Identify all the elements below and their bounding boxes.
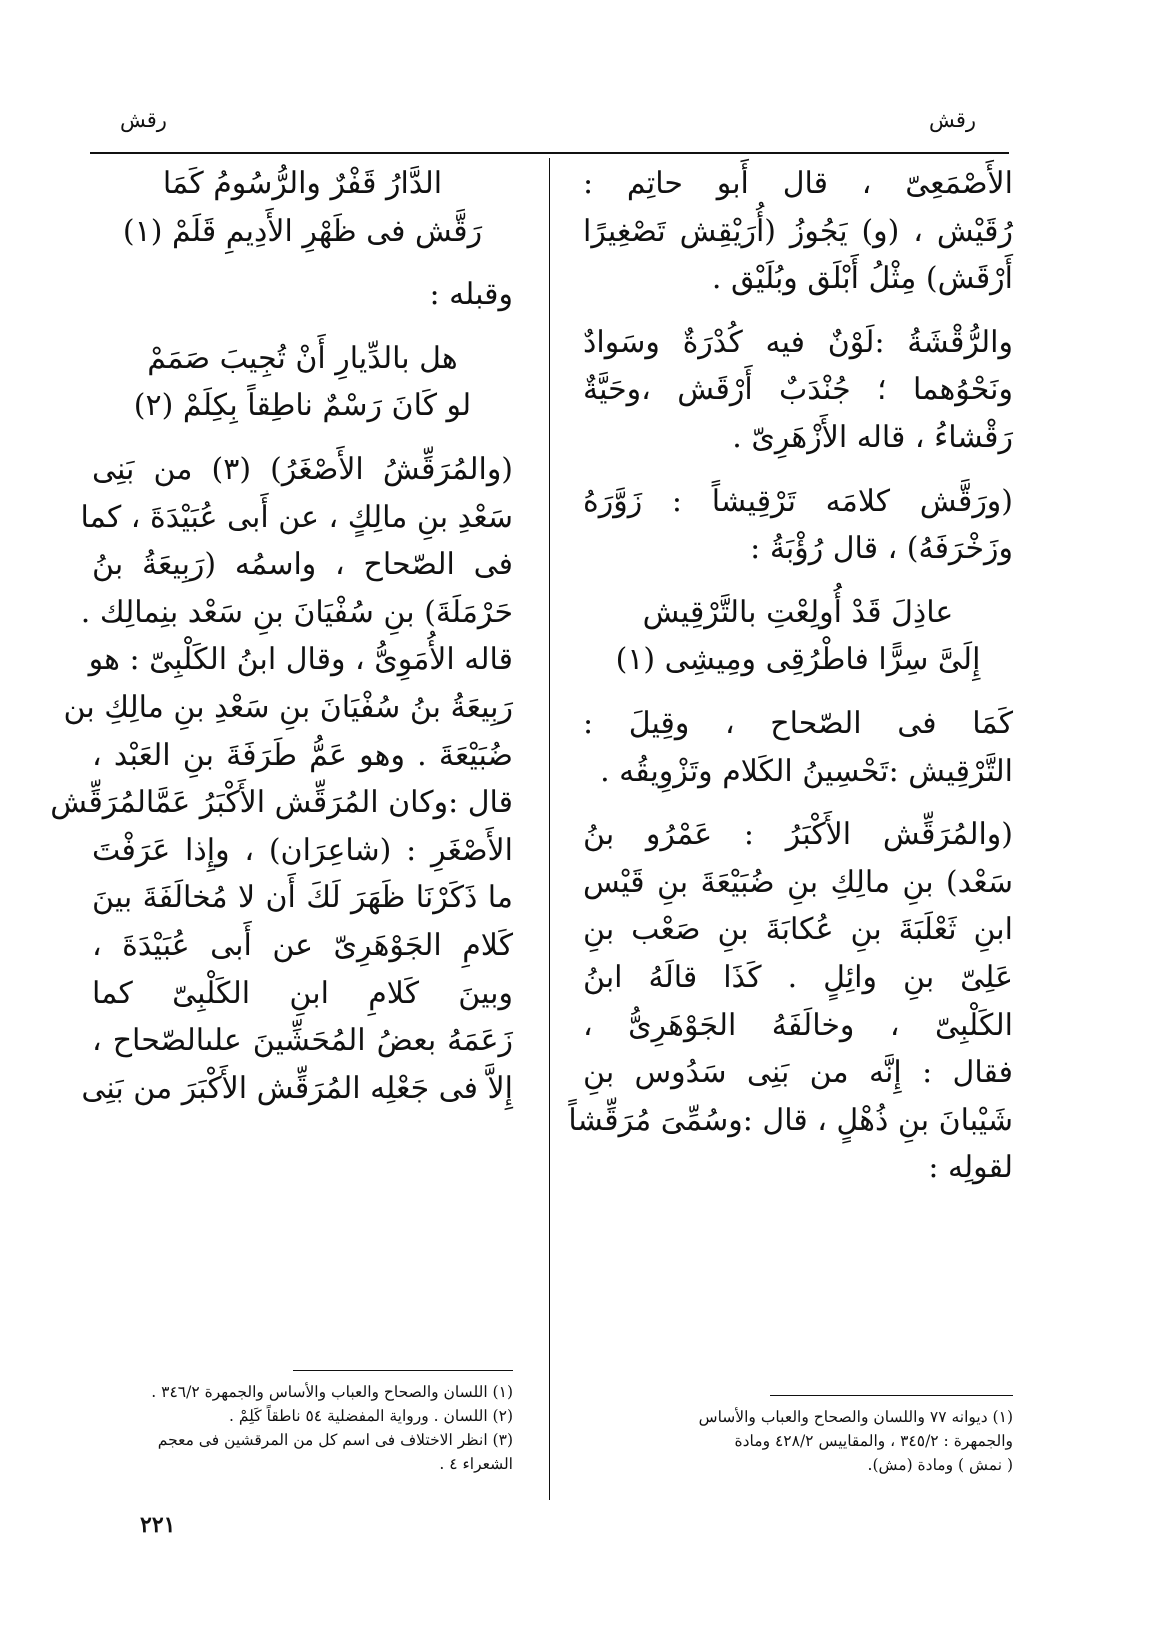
footnotes-left xyxy=(92,1380,513,1476)
text-line: سَعْد) بنِ مالِكِ بنِ ضُبَيْعَةَ بنِ قَيْس xyxy=(583,864,1013,900)
column-divider xyxy=(549,158,550,1500)
text-line: زَعَمَهُ بعضُ المُحَشِّينَ علىالصّحاح ، xyxy=(92,1023,513,1059)
text-line: ضُبَيْعَةَ . وهو عَمُّ طَرَفَةَ بنِ العَبْد ، xyxy=(92,737,513,773)
text-line: شَيْبانَ بنِ ذُهْلٍ ، قال :وسُمِّىَ مُرَقِّشاً xyxy=(568,1102,1013,1138)
text-line: رُقَيْش ، (و) يَجُوزُ (أُرَيْقِش تَصْغِيرًا xyxy=(583,213,1013,249)
text-line: التَّرْقِيش :تَحْسِينُ الكَلام وتَزْوِيقُه . xyxy=(600,753,1013,789)
text-line: (والمُرَقِّشُ الأَصْغَرُ) (٣) من بَنِى xyxy=(92,451,514,487)
footnote-rule-right xyxy=(770,1395,1013,1396)
text-line: رَقْشاءُ ، قاله الأَزْهَرِىّ . xyxy=(732,419,1013,455)
text-line: وقبله : xyxy=(429,277,513,313)
verse-line: عاذِلَ قَدْ أُولِعْتِ بالتَّرْقِيش xyxy=(642,594,954,630)
text-line: قاله الأُمَوِىُّ ، وقال ابنُ الكَلْبِىّ : هو xyxy=(88,642,513,678)
text-line: حَرْمَلَةَ) بنِ سُفْيَانَ بنِ سَعْد بنِمالِك . xyxy=(80,594,513,630)
verse-line: الدَّارُ قَفْرٌ والرُّسُومُ كَمَا xyxy=(162,166,443,201)
verse-line: إِلَىَّ سِرًّا فاطْرُقِى ومِيشِى (١) xyxy=(615,642,981,678)
footnotes-right xyxy=(588,1405,1013,1477)
page-number: ٢٢١ xyxy=(140,1512,176,1538)
text-line: قال :وكان المُرَقِّش الأَكْبَرُ عَمَّالمُرَقِّش xyxy=(50,785,513,821)
text-line: (ورَقَّش كلامَه تَرْقِيشاً : زَوَّرَهُ xyxy=(583,483,1013,519)
text-line: كَلامِ الجَوْهَرِىّ عن أَبى عُبَيْدَةَ ، xyxy=(92,927,513,963)
running-head-left: رقش xyxy=(120,108,167,132)
text-line: الأَصْغَرِ : (شاعِرَان) ، وإِذا عَرَفْتَ xyxy=(92,832,513,868)
footnote-line: (٢) اللسان . ورواية المفضلية ٥٤ ناطقاً كَلِمْ . xyxy=(228,1407,513,1425)
footnote-line: الشعراء ٤ . xyxy=(439,1455,513,1473)
text-line: (والمُرَقِّش الأَكْبَرُ : عَمْرُو بنُ xyxy=(583,817,1013,853)
text-line: الكَلْبِىّ ، وخالَفَهُ الجَوْهَرِىُّ ، xyxy=(583,1007,1013,1043)
header-rule xyxy=(90,152,1009,154)
text-line: فى الصّحاح ، واسمُه (رَبِيعَةُ بنُ xyxy=(92,547,513,583)
footnote-line: (١) اللسان والصحاح والعباب والأساس والجمهرة ٣٤٦/٢ . xyxy=(151,1383,513,1401)
text-line: كَمَا فى الصّحاح ، وقِيلَ : xyxy=(583,705,1013,741)
footnote-line: (١) ديوانه ٧٧ واللسان والصحاح والعباب والأساس xyxy=(698,1408,1013,1426)
running-head-right: رقش xyxy=(929,108,976,132)
text-line: سَعْدِ بنِ مالِكٍ ، عن أَبى عُبَيْدَةَ ، كما xyxy=(80,499,513,535)
text-line: رَبِيعَةُ بنُ سُفْيَانَ بنِ سَعْدِ بنِ مالِكِ بن xyxy=(63,689,513,725)
text-line: فقال : إِنَّه من بَنِى سَدُوس بنِ xyxy=(583,1055,1013,1091)
text-line: وبينَ كَلامِ ابنِ الكَلْبِىّ كما xyxy=(92,975,513,1011)
text-line: ابنِ ثَعْلَبَةَ بنِ عُكابَةَ بنِ صَعْب بنِ xyxy=(583,912,1013,948)
verse-line: لو كَانَ رَسْمٌ ناطِقاً بِكِلَمْ (٢) xyxy=(133,388,472,424)
verse-line: هل بالدِّيارِ أَنْ تُجِيبَ صَمَمْ xyxy=(147,340,458,376)
text-line: الأَصْمَعِىّ ، قال أَبو حاتِم : xyxy=(583,166,1013,201)
text-line: لقولِه : xyxy=(928,1150,1013,1186)
text-line: إِلاَّ فى جَعْلِه المُرَقِّش الأَكْبَرَ من بَنِى xyxy=(81,1070,513,1106)
footnote-line: والجمهرة : ٣٤٥/٢ ، والمقاييس ٤٢٨/٢ ومادة xyxy=(734,1432,1013,1450)
text-line: ما ذَكَرْنَا ظَهَرَ لَكَ أَن لا مُخالَفَةَ بينَ xyxy=(92,880,513,916)
right-column xyxy=(568,160,1013,1192)
footnote-line: (٣) انظر الاختلاف فى اسم كل من المرقشين فى معجم xyxy=(157,1431,513,1449)
text-line: عَلِىّ بنِ وائِلٍ . كَذَا قالَهُ ابنُ xyxy=(583,959,1013,995)
left-column xyxy=(50,160,514,1112)
footnote-line: ( نمش ) ومادة (مش). xyxy=(867,1456,1013,1474)
text-line: ونَحْوُهما ؛ جُنْدَبٌ أَرْقَش ،وحَيَّةٌ xyxy=(583,372,1013,408)
verse-line: رَقَّش فى ظَهْرِ الأَدِيمِ قَلَمْ (١) xyxy=(122,213,483,249)
text-line: أَرْقَش) مِثْلُ أَبْلَق وبُلَيْق . xyxy=(711,261,1013,297)
footnote-rule-left xyxy=(293,1370,513,1371)
text-line: وزَخْرَفَهُ) ، قال رُؤْبَةُ : xyxy=(750,531,1013,567)
text-line: والرُّقْشَةُ :لَوْنٌ فيه كُدْرَةٌ وسَوادٌ xyxy=(583,324,1013,360)
